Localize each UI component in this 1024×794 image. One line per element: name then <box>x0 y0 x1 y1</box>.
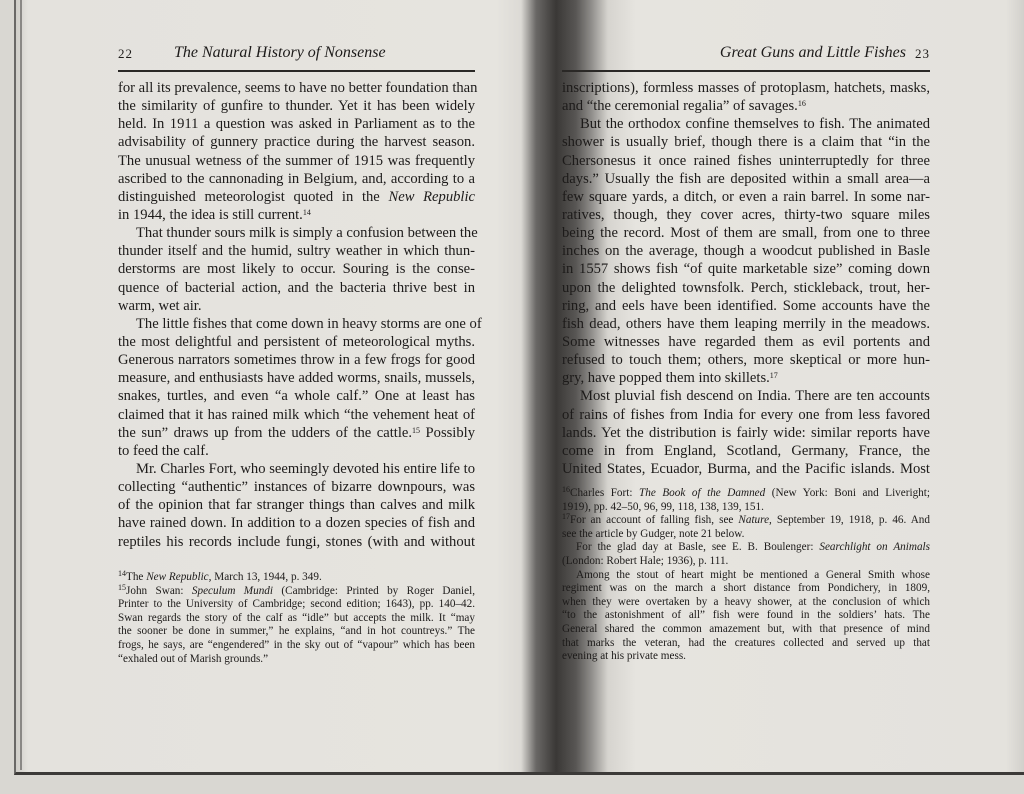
text-line: and “the ceremonial regalia” of savages.$^{16}$ <box>562 98 806 115</box>
body-text <box>118 79 482 551</box>
text-line: $^{15}$John Swan: Speculum Mundi (Cambridge: Printed by Roger Daniel, <box>118 582 476 597</box>
text-line: in 1944, the idea is still current.$^{14}$ <box>118 206 311 223</box>
text-line: General shared the common amazement but, with that presence of mind <box>562 622 930 635</box>
footnote-ref: 16 <box>562 485 570 494</box>
text-line: advisability of gunnery practice during the harvest season. <box>118 134 475 151</box>
text-line: snakes, turtles, and even “a whole calf.” One at least has <box>118 388 475 405</box>
body-text <box>562 79 930 478</box>
text-line: inscriptions), formless masses of protoplasm, hatchets, masks, <box>562 80 930 96</box>
paragraph <box>118 79 478 224</box>
text-line: have rained down. In addition to a dozen species of fish and <box>118 515 475 532</box>
paragraph <box>118 224 478 315</box>
text-line: United States, Ecuador, Burma, and the Pacific islands. Most <box>562 460 930 477</box>
paragraph <box>118 571 475 585</box>
text-line: Generous narrators sometimes throw in a few frogs for good <box>118 352 475 369</box>
text-line: the most delightful and persistent of meteorological myths. <box>118 333 475 350</box>
text-line: of rains of fishes from India for every one from less favored <box>562 406 930 423</box>
text-line: being the record. Most of them are small, from one to three <box>562 225 930 242</box>
footnotes <box>562 487 930 664</box>
running-title: The Natural History of Nonsense <box>174 44 386 61</box>
text-line: upon the delighted townsfolk. Perch, stickleback, trout, her- <box>562 279 930 296</box>
running-header <box>562 44 930 64</box>
text-line: For the glad day at Basle, see E. B. Boulenger: Searchlight on Animals <box>576 541 931 554</box>
paragraph <box>562 569 930 664</box>
paragraph <box>118 460 475 551</box>
footnote-ref: 17 <box>562 512 570 522</box>
text-line: Some witnesses have regarded them as evil portents and <box>562 333 930 350</box>
text-line: shower is usually brief, though there is a claim that “in the <box>562 134 930 151</box>
paragraph <box>562 79 930 115</box>
text-line: distinguished meteorologist quoted in the New Republic <box>118 188 475 205</box>
text-line: Printer to the University of Cambridge; second edition; 1643), pp. 140–42. <box>118 598 475 611</box>
footnote-ref: 16 <box>797 99 806 109</box>
text-line: lands. Yet the distribution is fairly wide: similar reports have <box>562 424 930 441</box>
text-line: $^{17}$For an account of falling fish, see Nature, September 19, 1918, p. 46. And <box>562 512 930 527</box>
text-line: regiment was on the march a short distance from Pondichery, in 1809, <box>562 582 930 595</box>
text-line: claimed that it has rained milk which “the vehement heat of <box>118 406 475 423</box>
running-title: Great Guns and Little Fishes <box>719 44 906 61</box>
text-line: collecting “authentic” instances of bizarre downpours, was <box>118 479 475 496</box>
paragraph <box>562 387 930 478</box>
text-line: frogs, he says, are “engendered” in the sky out of “vapour” which has been <box>118 638 475 651</box>
italic-title: Nature, <box>738 514 772 527</box>
page-number: 22 <box>118 46 133 61</box>
paragraph <box>118 315 482 460</box>
text-line: evening at his private mess. <box>562 650 686 663</box>
text-line: when they were overtaken by a heavy shower, at the conclusion of which <box>562 595 930 608</box>
text-line: refused to touch them; others, more skeptical or more hun- <box>562 352 930 369</box>
text-line: the similarity of gunfire to thunder. Yet it has been widely <box>118 98 475 115</box>
header-rule <box>118 70 475 72</box>
text-line: $^{16}$Charles Fort: The Book of the Damned (New York: Boni and Liveright; <box>562 485 930 499</box>
footnote-ref: 14 <box>118 569 126 578</box>
text-line: Mr. Charles Fort, who seemingly devoted his entire life to <box>136 460 475 477</box>
italic-title: New Republic, <box>146 571 212 583</box>
text-line: That thunder sours milk is simply a confusion between the <box>136 225 478 242</box>
page-edge <box>20 0 22 770</box>
text-line: few square yards, a ditch, or even a rain barrel. In some nar- <box>562 188 930 205</box>
text-line: (London: Robert Hale; 1936), p. 111. <box>562 554 729 567</box>
text-line: the sun” draws up from the udders of the cattle.$^{15}$ Possibly <box>118 424 476 441</box>
text-line: reptiles his records include fungi, stones (with and without <box>118 533 475 550</box>
footnote-ref: 15 <box>412 425 421 435</box>
text-line: days.” Usually the fish are deposited within a small area—a <box>562 170 930 187</box>
text-line: gry, have popped them into skillets.$^{17}$ <box>562 370 778 387</box>
text-line: ascribed to the cannonading in Belgium, and, according to a <box>118 170 475 187</box>
text-line: ring, and eels have been identified. Some accounts have the <box>562 297 930 314</box>
text-line: ratives, though, they cover acres, thirty-two square miles <box>562 206 930 223</box>
text-line: fish dead, others have them leaping merrily in the meadows. <box>562 315 930 332</box>
footnote-ref: 15 <box>118 582 126 592</box>
footnotes <box>118 571 475 666</box>
text-line: for all its prevalence, seems to have no better foundation than <box>118 80 478 96</box>
paragraph <box>562 541 930 568</box>
text-line: of the opinion that far stranger things than calves and milk <box>118 497 475 514</box>
paragraph <box>118 582 476 667</box>
text-line: held. In 1911 a question was asked in Parliament as to the <box>118 116 475 133</box>
text-line: thunder itself and the humid, sultry weather in which thun- <box>118 243 475 260</box>
text-line: The little fishes that come down in heavy storms are one of <box>136 315 482 332</box>
text-line: the sooner be done in summer,” he explains, “and in hot countreys.” The <box>118 625 475 638</box>
text-line: come in from England, Scotland, Germany, France, the <box>562 442 930 459</box>
paragraph <box>562 115 930 387</box>
text-line: “to the astonishment of all” fish were found in the soldiers’ hats. The <box>562 609 930 622</box>
italic-title: The Book of the Damned <box>639 487 766 499</box>
page-number: 23 <box>915 46 930 61</box>
text-line: Among the stout of heart might be mentioned a General Smith whose <box>576 568 930 581</box>
italic-title: Speculum Mundi <box>191 584 274 597</box>
paragraph <box>562 487 930 514</box>
text-line: measure, and enthusiasts have added worms, snails, mussels, <box>118 370 475 387</box>
text-line: see the article by Gudger, note 21 below. <box>562 527 745 540</box>
paragraph <box>562 514 930 541</box>
text-line: The unusual wetness of the summer of 1915 was frequently <box>118 152 475 169</box>
text-line: to feed the calf. <box>118 442 209 459</box>
text-line: warm, wet air. <box>118 297 202 314</box>
text-line: Chersonesus it once rained fishes uninterruptedly for three <box>562 152 930 169</box>
text-line: “exhaled out of Marish grounds.” <box>118 652 269 665</box>
footnote-ref: 17 <box>769 371 778 381</box>
text-line: Swan regards the story of the calf as “idle” but accepts the milk. It “may <box>118 611 475 624</box>
text-line: quence of bacterial action, and the bacteria thrive best in <box>118 279 475 296</box>
running-header <box>118 44 475 64</box>
text-line: $^{14}$The New Republic, March 13, 1944, p. 349. <box>118 569 322 583</box>
text-line: Most pluvial fish descend on India. There are ten accounts <box>580 388 930 405</box>
text-line: inches on the average, though a woodcut published in Basle <box>562 243 930 260</box>
header-rule <box>562 70 930 72</box>
text-line: derstorms are most likely to occur. Souring is the conse- <box>118 261 475 278</box>
text-line: But the orthodox confine themselves to fish. The animated <box>580 116 930 133</box>
italic-title: New Republic <box>388 188 475 205</box>
footnote-ref: 14 <box>302 207 311 217</box>
text-line: in 1557 shows fish “of quite marketable size” coming down <box>562 261 930 278</box>
italic-title: Searchlight on Animals <box>819 541 931 554</box>
text-line: 1919), pp. 42–50, 96, 99, 118, 138, 139, 151. <box>562 500 764 513</box>
text-line: that marks the veteran, had the creatures collected and served up that <box>562 636 930 649</box>
